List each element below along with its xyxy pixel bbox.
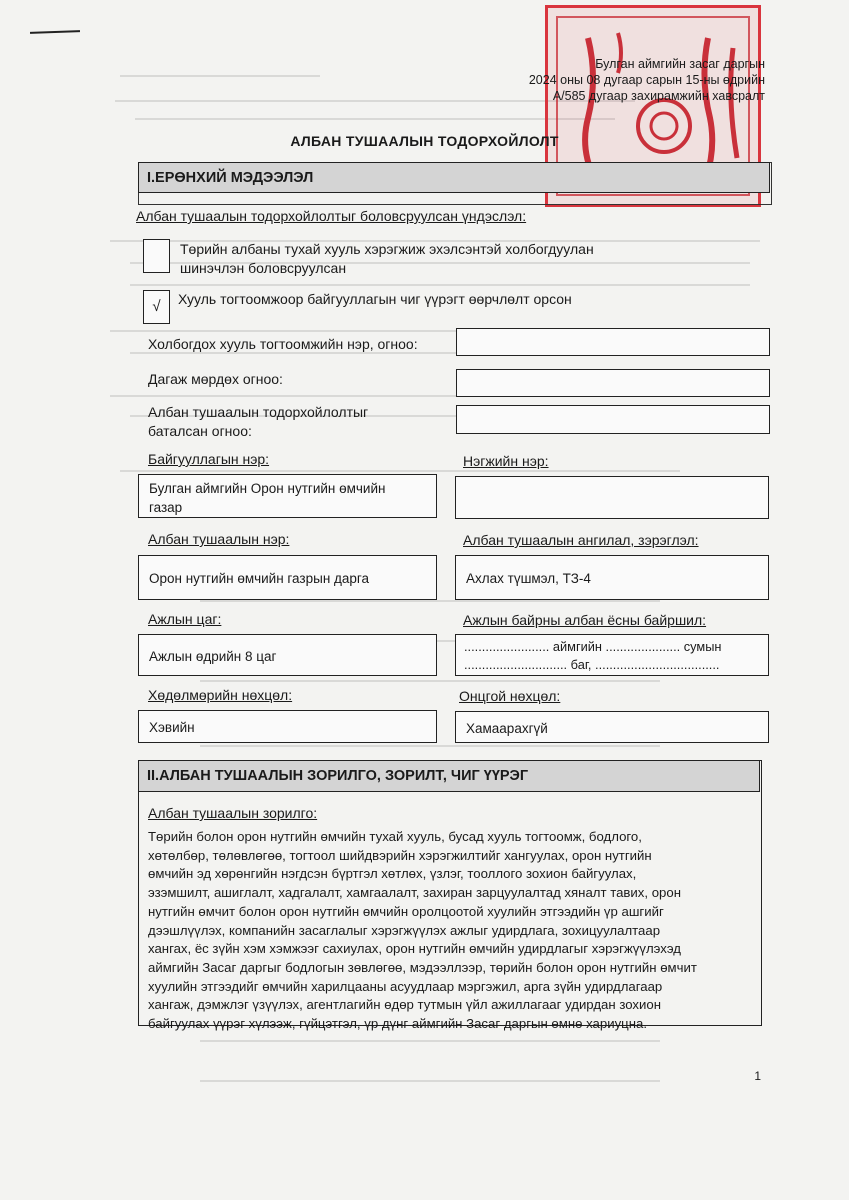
org-label: Байгууллагын нэр:	[148, 451, 270, 467]
purpose-line: хангах, ёс зүйн хэм хэмжээг сахиулах, орон нутгийн өмчийн удирдлагыг хэрэгжүүлэхэд	[148, 941, 681, 957]
purpose-line: Төрийн болон орон нутгийн өмчийн тухай хууль, бусад хууль тогтоомж, бодлого,	[148, 829, 642, 844]
unit-value	[456, 477, 768, 493]
special-label: Онцгой нөхцөл:	[459, 688, 561, 704]
follow-date-label: Дагаж мөрдөх огноо:	[148, 371, 283, 387]
location-value-line-2: ............................. баг, ...................................	[464, 657, 720, 672]
follow-date-field[interactable]	[456, 369, 770, 397]
section-1-header: I.ЕРӨНХИЙ МЭДЭЭЛЭЛ	[138, 162, 770, 193]
location-label: Ажлын байрны албан ёсны байршил:	[463, 612, 707, 628]
purpose-line: өмчийн эд хөрөнгийн нэгдсэн бүртгэл хөтлөх, үзлэг, тооллого зохион байгуулах,	[148, 866, 637, 882]
basis-option-2-checkbox[interactable]: √	[143, 290, 170, 324]
basis-option-1-label	[180, 240, 594, 278]
unit-field[interactable]	[455, 476, 769, 519]
basis-option-1-checkbox[interactable]	[143, 239, 170, 273]
basis-option-2-label: Хууль тогтоомжоор байгууллагын чиг үүрэгт өөрчлөлт орсон	[178, 291, 572, 307]
special-value: Хамаарахгүй	[466, 721, 548, 736]
conditions-value: Хэвийн	[149, 720, 195, 735]
section-2-header: II.АЛБАН ТУШААЛЫН ЗОРИЛГО, ЗОРИЛТ, ЧИГ ҮҮРЭГ	[138, 760, 760, 792]
position-field[interactable]	[138, 555, 437, 600]
position-value: Орон нутгийн өмчийн газрын дарга	[149, 571, 370, 586]
conditions-label: Хөдөлмөрийн нөхцөл:	[148, 687, 293, 703]
purpose-text	[148, 828, 752, 1034]
approved-date-label-line-2: баталсан огноо:	[148, 423, 252, 439]
purpose-line: хөтөлбөр, төлөвлөгөө, тогтоол шийдвэрийн хэрэгжилтийг хангуулах, орон нутгийн	[148, 847, 652, 863]
location-value-line-1: ........................ аймгийн ..................... сумын	[464, 639, 722, 654]
law-label: Холбогдох хууль тогтоомжийн нэр, огноо:	[148, 336, 418, 352]
purpose-line: дээшлүүлэх, компанийн засаглалыг хэрэгжүүлэх ажлыг удирдлага, зохицуулалтаар	[148, 922, 661, 938]
category-value: Ахлах түшмэл, ТЗ-4	[466, 571, 591, 586]
unit-label: Нэгжийн нэр:	[463, 453, 549, 469]
law-field[interactable]	[456, 328, 770, 356]
category-label: Албан тушаалын ангилал, зэрэглэл:	[463, 532, 699, 548]
category-field[interactable]	[455, 555, 769, 600]
pen-mark	[30, 30, 80, 34]
basis-option-1-line-1: Төрийн албаны тухай хууль хэрэгжиж эхэлсэнтэй холбогдуулан	[180, 241, 594, 257]
purpose-line: эзэмшилт, ашиглалт, хадгалалт, хамгаалалт, захиран зарцуулалтад хяналт тавих, орон	[148, 885, 682, 901]
hours-value: Ажлын өдрийн 8 цаг	[149, 649, 277, 664]
org-value	[139, 475, 436, 525]
approval-line-2: 2024 оны 08 дугаар сарын 15-ны өдрийн	[528, 73, 765, 87]
purpose-label: Албан тушаалын зорилго:	[148, 805, 318, 821]
approved-date-label	[148, 403, 368, 441]
special-field[interactable]	[455, 711, 769, 743]
purpose-line: нутгийн өмчит болон орон нутгийн өмчийн оролцоотой хуулийн этгээдийн үр ашгийг	[148, 903, 664, 919]
purpose-line: аймгийн Засаг даргыг бодлогын зөвлөгөө, мэдээллээр, төрийн болон орон нутгийн өмчит	[148, 959, 697, 975]
hours-label: Ажлын цаг:	[148, 611, 222, 627]
org-field[interactable]	[138, 474, 437, 518]
purpose-line: байгуулах үүрэг хүлээж, гүйцэтгэл, үр дүнг аймгийн Засаг даргын өмнө хариуцна.	[148, 1016, 648, 1032]
org-value-line-1: Булган аймгийн Орон нутгийн өмчийн	[149, 481, 386, 496]
purpose-line: хангаж, дэмжлэг үзүүлэх, агентлагийн өдөр тутмын үйл ажиллагааг удирдан зохион	[148, 997, 661, 1013]
approved-date-value	[457, 406, 769, 422]
location-value	[456, 635, 768, 677]
approved-date-label-line-1: Албан тушаалын тодорхойлолтыг	[148, 404, 369, 420]
law-value	[457, 329, 769, 345]
basis-label: Албан тушаалын тодорхойлолтыг боловсруулсан үндэслэл:	[136, 208, 527, 224]
approval-line-3: А/585 дугаар захирамжийн хавсралт	[552, 89, 765, 103]
basis-option-1-line-2: шинэчлэн боловсруулсан	[180, 260, 347, 276]
conditions-field[interactable]	[138, 710, 437, 743]
location-field[interactable]	[455, 634, 769, 676]
page-number: 1	[754, 1069, 761, 1083]
approval-line-1: Булган аймгийн засаг даргын	[595, 57, 765, 71]
hours-field[interactable]	[138, 634, 437, 676]
org-value-line-2: газар	[149, 500, 183, 515]
approval-note	[529, 56, 765, 104]
follow-date-value	[457, 370, 769, 386]
purpose-line: хуулийн этгээдийг өмчийн харилцааны асуудлаар мэргэжил, арга зүйн удирдлагаар	[148, 978, 663, 994]
approved-date-field[interactable]	[456, 405, 770, 434]
document-title: АЛБАН ТУШААЛЫН ТОДОРХОЙЛОЛТ	[290, 133, 559, 149]
position-label: Албан тушаалын нэр:	[148, 531, 290, 547]
